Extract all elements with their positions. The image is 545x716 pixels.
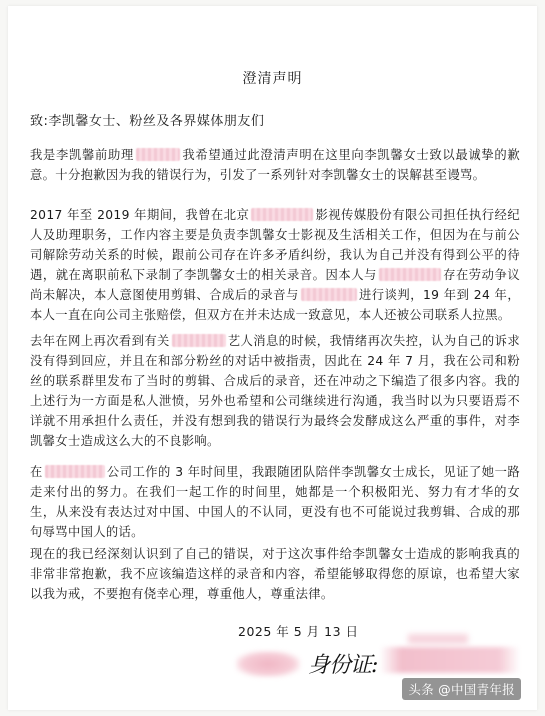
salutation: 致:李凯馨女士、粉丝及各界媒体朋友们 <box>30 114 265 129</box>
p2-text-a: 2017 年至 2019 年期间，我曾在北京 <box>30 208 250 222</box>
paragraph-background <box>30 205 520 325</box>
p2-text-b: 影视传媒股份有限公司担任执行经纪人及助理职务，工作内容主要是负责李凯馨女士影视及生活相关工作，但因为在与前公司解除劳动关系的时候，跟前公司存在许多矛盾纠纷，我认为自己并没有得到公平的待遇，就在离职前私下录制了李凯馨女士的相关录音。因本人与 <box>30 208 520 282</box>
statement-date: 2025 年 5 月 13 日 <box>238 624 359 639</box>
redacted-name <box>136 148 180 161</box>
redacted-signature <box>236 651 300 677</box>
source-watermark: 头条 @中国青年报 <box>402 678 521 700</box>
p1-text-a: 我是李凯馨前助理 <box>30 148 134 162</box>
redacted-company <box>301 288 357 301</box>
paragraph-incident <box>30 331 520 451</box>
paragraph-apology <box>30 145 520 185</box>
redacted-signature-mark <box>408 634 468 644</box>
p2-text-d: 进行谈判，19 年到 24 年，本人一直在向公司主张赔偿，但双方在并未达成一致意见，本人还被公司联系人拉黑。 <box>30 288 520 322</box>
p4-text-b: 公司工作的 3 年时间里，我跟随团队陪伴李凯馨女士成长，见证了她一路走来付出的努力。在我们一起工作的时间里，她都是一个积极阳光、努力有才华的女生，从来没有表达过对中国、中国人的不认同，更没有也不可能说过我剪辑、合成的那句辱骂中国人的话。 <box>30 465 521 539</box>
p4-text-a: 在 <box>30 465 43 479</box>
redacted-company <box>251 208 313 221</box>
id-card-label: 身份证: <box>308 653 378 678</box>
p1-text-b: 我希望通过此澄清声明在这里向李凯馨女士致以最诚挚的歉意。十分抱歉因为我的错误行为，引发了一系列针对李凯馨女士的误解甚至谩骂。 <box>30 148 520 182</box>
p2-text-c: 存在劳动争议尚未解决，本人意图使用剪辑、合成后的录音与 <box>30 268 520 302</box>
redacted-company <box>379 268 441 281</box>
p3-text-b: 艺人消息的时候，我情绪再次失控，认为自己的诉求没有得到回应，并且在和部分粉丝的对话中被指责，因此在 24 年 7 月，我在公司和粉丝的联系群里发布了当时的剪辑、合成后的录音，还在冲动之下编造了很多内容。我的上述行为一方面是私人泄愤，另外也希望和公司继续进行沟通，我当时以为只要语焉不详就不用承担什么责任，并没有想到我的错误行为最终会发酵成这么严重的事件，对李凯馨女士造成这么大的不良影响。 <box>30 334 520 448</box>
redacted-company <box>172 334 226 347</box>
redacted-company <box>45 465 105 478</box>
statement-page <box>8 6 537 710</box>
document-title: 澄清声明 <box>242 71 303 87</box>
paragraph-conclusion: 现在的我已经深刻认识到了自己的错误，对于这次事件给李凯馨女士造成的影响我真的非常非常抱歉，我不应该编造这样的录音和内容，希望能够取得您的原谅，也希望大家以我为戒，不要抱有侥幸心理，尊重他人，尊重法律。 <box>30 547 520 601</box>
p3-text-a: 去年在网上再次看到有关 <box>30 334 170 348</box>
paragraph-testimony <box>30 462 520 542</box>
redacted-id-number <box>380 647 520 673</box>
